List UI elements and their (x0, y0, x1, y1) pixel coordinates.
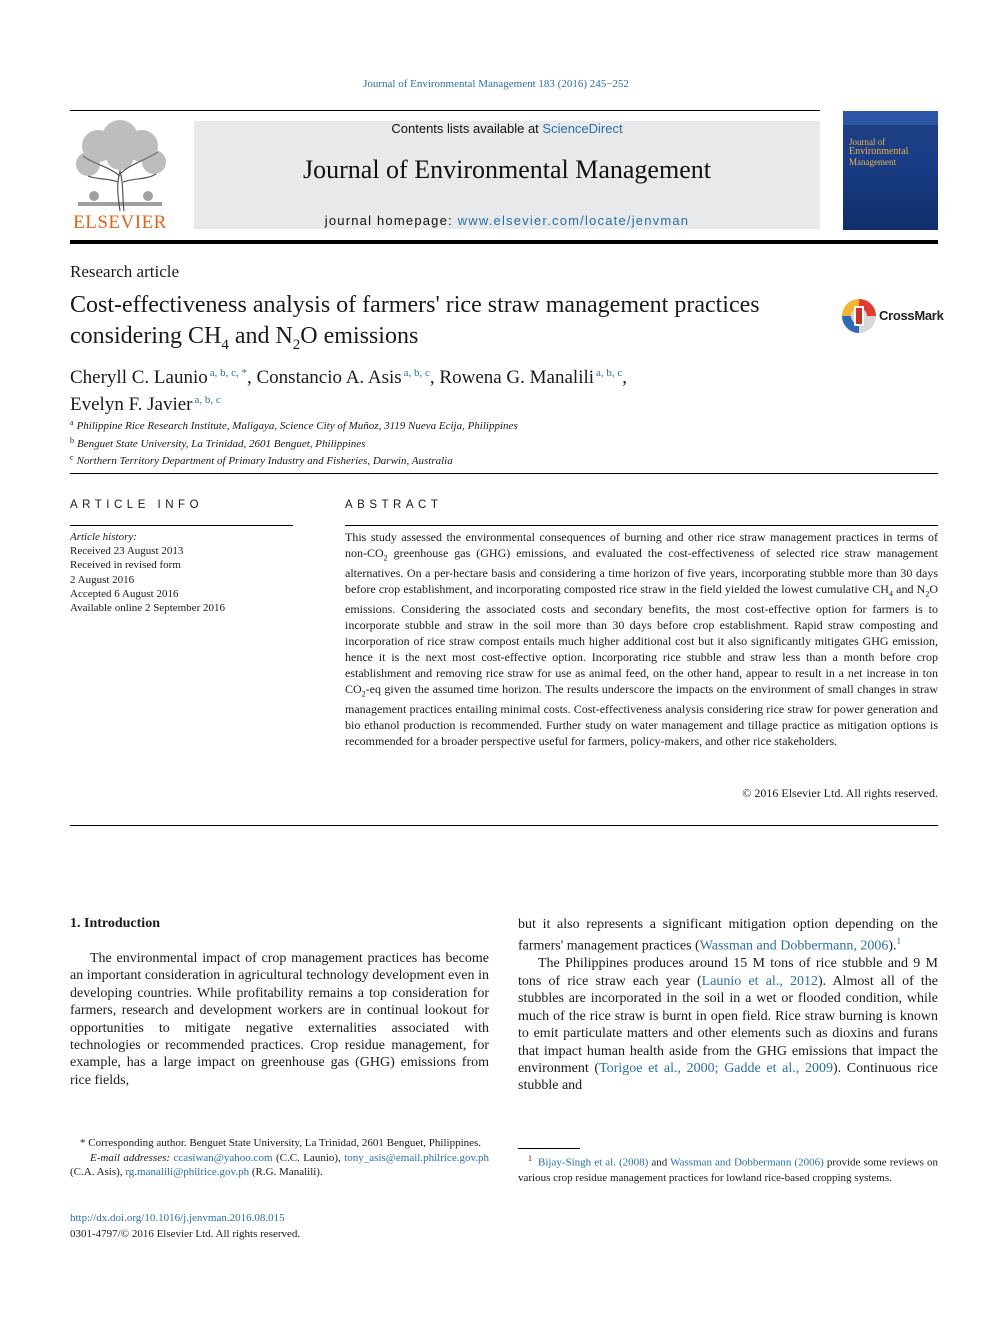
journal-homepage-line (194, 213, 820, 228)
footnote-text: provide some reviews on various crop residue management practices for lowland rice-based cropping systems. (518, 1156, 939, 1185)
affiliation-mark: c (70, 453, 74, 462)
citation-link[interactable]: Wassman and Dobbermann, 2006 (699, 939, 889, 955)
email-link[interactable]: rg.manalili@philrice.gov.ph (125, 1166, 250, 1178)
contents-prefix: Contents lists available at (391, 121, 543, 136)
intro-text: but it also represents a significant mitigation option depending on the farmers' management practices ( (518, 917, 938, 955)
journal-cover-image[interactable] (843, 111, 938, 230)
cover-title-line: Management (849, 157, 896, 167)
email-link[interactable]: tony_asis@email.philrice.gov.ph (344, 1151, 489, 1164)
intro-text: The Philippines produces around 15 M tons of rice stubble and 9 M tons of rice straw each year ( (518, 956, 938, 989)
author-name[interactable]: Evelyn F. Javier (70, 394, 193, 415)
corresponding-author-footnote (70, 1136, 489, 1180)
history-item: Accepted 6 August 2016 (70, 587, 179, 600)
author-affiliation-marks[interactable]: a, b, c (403, 367, 430, 379)
article-title (70, 290, 800, 361)
issn-copyright: 0301-4797/© 2016 Elsevier Ltd. All rights reserved. (70, 1227, 301, 1240)
affiliation-item (70, 416, 870, 434)
section-divider (70, 473, 938, 474)
abstract-subscript: 2 (383, 553, 388, 563)
intro-left-column (70, 950, 489, 1089)
crossmark-badge[interactable] (841, 296, 961, 336)
abstract-text: and N (892, 582, 926, 597)
author-separator: , (429, 367, 440, 388)
abstract-divider (345, 525, 938, 526)
history-item: Received 23 August 2013 (70, 545, 184, 558)
abstract-subscript: 2 (925, 589, 930, 599)
email-owner: (R.G. Manalili). (249, 1166, 323, 1178)
email-label: E-mail addresses: (90, 1151, 171, 1164)
section-heading-introduction: 1. Introduction (70, 916, 160, 931)
abstract-body (345, 530, 938, 750)
abstract-text: O emissions. Considering the associated costs and secondary benefits, the most cost-effective option for farmers is to incorporate stubble and straw in the soil more than 30 days before crop establishment. Rapid straw composting and incorporation of rice straw compost entails much higher additional cost but it also significantly mitigates GHG emission, hence it is the next most cost-effective option. Incorporating rice stubble and straw less than a month before crop establishment and removing rice straw for use as animal feed, on the other hand, appear to result in a net increase in ton CO (345, 582, 939, 696)
footnote-text: and (648, 1156, 671, 1169)
history-item: 2 August 2016 (70, 573, 135, 586)
citation-link[interactable]: Wassman and Dobbermann (2006) (670, 1156, 824, 1169)
author-separator: , (622, 367, 628, 388)
abstract-text: -eq given the assumed time horizon. The results underscore the impacts on the environment of small changes in straw management practices entailing minimal costs. Cost-effectiveness analysis considering rice straw for power generation and bio ethanol production is recommended. Further study on water management and tillage practice as mitigation options is recommended for a broader perspective useful for farmers, policy-makers, and other rice stakeholders. (345, 681, 938, 749)
crossmark-label: CrossMark (879, 308, 944, 323)
section-divider (70, 825, 938, 826)
intro-paragraph: The environmental impact of crop management practices has become an important consideration in agricultural technology development even in developing countries. While profitability remains a top consideration for farmers, research and development workers are in continual lookout for opportunities to mitigate negative externalities associated with technologies or recommended practices. Crop residue management, for example, has a large impact on greenhouse gas (GHG) emissions from rice fields, (70, 951, 489, 1088)
article-type: Research article (70, 262, 180, 281)
doi-block (70, 1211, 300, 1242)
doi-link[interactable]: http://dx.doi.org/10.1016/j.jenvman.2016.08.015 (70, 1212, 285, 1224)
history-label: Article history: (70, 531, 137, 543)
footnote-link[interactable]: 1 (896, 936, 902, 947)
author-affiliation-marks[interactable]: a, b, c (596, 367, 623, 379)
abstract-copyright: © 2016 Elsevier Ltd. All rights reserved. (742, 786, 938, 800)
abstract-heading: ABSTRACT (345, 499, 443, 511)
cover-title (849, 137, 934, 167)
intro-right-column (518, 916, 938, 1095)
journal-header-banner (194, 121, 820, 229)
author-list (70, 362, 830, 416)
contents-available-line (194, 121, 820, 136)
cover-title-line: Journal of (849, 137, 886, 147)
footnote-mark: 1 (528, 1154, 532, 1163)
affiliation-text: Benguet State University, La Trinidad, 2601 Benguet, Philippines (77, 437, 366, 450)
footnote-divider (518, 1148, 580, 1149)
abstract-text: greenhouse gas (GHG) emissions, and evaluated the cost-effectiveness of selected rice straw management alternatives. On a per-hectare basis and considering a time horizon of five years, incorporating stubble more than 30 days before crop establishment, and incorporating composted rice straw in the field yielded the lowest cumulative CH (345, 545, 938, 597)
title-subscript: 2 (292, 336, 301, 353)
journal-title: Journal of Environmental Management (303, 155, 711, 184)
abstract-subscript: 4 (888, 589, 893, 599)
crossmark-icon (841, 296, 877, 336)
email-addresses (70, 1151, 489, 1180)
title-text: O emissions (300, 323, 419, 349)
citation-link[interactable]: Torigoe et al., 2000; Gadde et al., 2009 (599, 1060, 833, 1076)
email-owner: (C.C. Launio), (272, 1151, 345, 1164)
affiliation-mark: a (70, 418, 74, 427)
intro-text: ). (888, 939, 897, 955)
article-info-heading: ARTICLE INFO (70, 499, 204, 511)
sciencedirect-link[interactable]: ScienceDirect (542, 121, 623, 136)
affiliation-text: Philippine Rice Research Institute, Maligaya, Science City of Muñoz, 3119 Nueva Ecija, Philippines (76, 420, 518, 432)
cover-stripe (843, 111, 938, 125)
author-separator: , (247, 367, 257, 388)
cover-title-line: Environmental (849, 146, 909, 157)
affiliation-item (70, 451, 870, 469)
footnote-1 (518, 1151, 938, 1187)
abstract-text: This study assessed the environmental consequences of burning and other rice straw management practices in terms of non-CO (345, 530, 938, 560)
author-affiliation-marks[interactable]: a, b, c (194, 394, 221, 406)
header-thick-divider (70, 240, 938, 244)
affiliation-text: Northern Territory Department of Primary Industry and Fisheries, Darwin, Australia (76, 455, 453, 467)
author-name[interactable]: Cheryll C. Launio (70, 367, 208, 388)
homepage-link[interactable]: www.elsevier.com/locate/jenvman (457, 213, 690, 228)
author-name[interactable]: Rowena G. Manalili (439, 367, 595, 388)
journal-citation[interactable]: Journal of Environmental Management 183 (2016) 245−252 (363, 78, 629, 90)
abstract-subscript: 2 (361, 689, 366, 699)
title-subscript: 4 (221, 336, 229, 353)
email-link[interactable]: ccasiwan@yahoo.com (173, 1151, 273, 1164)
citation-link[interactable]: Bijay-Singh et al. (2008) (538, 1156, 649, 1169)
article-history (70, 530, 300, 615)
header-divider (70, 110, 820, 111)
affiliation-mark: b (70, 435, 74, 445)
homepage-prefix: journal homepage: (324, 213, 458, 228)
history-item: Available online 2 September 2016 (70, 602, 225, 615)
intro-text: ). Continuous rice stubble and (518, 1060, 938, 1094)
elsevier-wordmark: ELSEVIER (73, 212, 167, 233)
title-text: Cost-effectiveness analysis of farmers' rice straw management practices considering CH (70, 292, 760, 349)
article-info-divider (70, 525, 293, 526)
title-text: and N (228, 323, 293, 349)
affiliation-item (70, 434, 870, 452)
citation-link[interactable]: Launio et al., 2012 (701, 973, 818, 989)
corresponding-author-note: * Corresponding author. Benguet State University, La Trinidad, 2601 Benguet, Philippines. (80, 1137, 482, 1149)
history-item: Received in revised form (70, 559, 181, 572)
email-owner: (C.A. Asis), (70, 1166, 126, 1178)
affiliation-list (70, 416, 870, 469)
author-affiliation-marks[interactable]: a, b, c, * (209, 367, 247, 379)
intro-text: ). Almost all of the stubbles are incorporated in the soil in a wet or flooded condition, while much of the rice straw is burnt in open field. Rice straw burning is known to emit particulate matters and other elements such as dioxins and furans that impact human health aside from the GHG emissions that impact the environment ( (518, 973, 938, 1076)
author-name[interactable]: Constancio A. Asis (256, 367, 402, 388)
